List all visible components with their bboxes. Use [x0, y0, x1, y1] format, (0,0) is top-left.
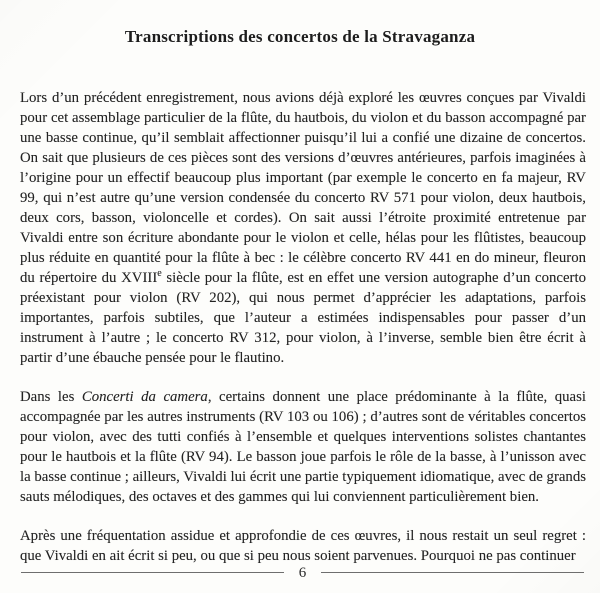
paragraph-1	[20, 88, 586, 368]
concerti-da-camera-italic: Concerti da camera	[81, 389, 208, 405]
body-text	[0, 88, 600, 566]
century-superscript: e	[157, 268, 162, 280]
paragraph-2-text-end: , certains donnent une place prédominante à la flûte, quasi accompagnée par les autres instruments (RV 103 ou 106) ; d’autres sont de véritables concertos pour violon, avec des tutti confiés à l’ensemble et quelques interventions solistes chantantes pour le hautbois et la flûte (RV 94). Le basson joue parfois le rôle de la basse, à l’unisson avec la basse continue ; ailleurs, Vivaldi lui écrit une partie typiquement idiomatique, avec de grands sauts mélodiques, des octaves et des gammes qui lui conviennent particulièrement bien.	[20, 389, 586, 505]
paragraph-3	[20, 526, 586, 566]
footer-rule-left	[21, 572, 284, 573]
paragraph-2-text-start: Dans les	[20, 389, 82, 405]
page-footer	[0, 563, 600, 581]
paragraph-1-text-start: Lors d’un précédent enregistrement, nous avions déjà exploré les œuvres conçues par Vivaldi pour cet assemblage particulier de la flûte, du hautbois, du violon et du basson accompagné par une basse continue, qu’il semblait affectionner puisqu’il lui a confié une dizaine de concertos. On sait que plusieurs de ces pièces sont des versions d’œuvres antérieures, parfois imaginées à l’origine pour un effectif beaucoup plus important (par exemple le concerto en fa majeur, RV 99, qui n’est autre qu’une version condensée du concerto RV 571 pour violon, deux hautbois, deux cors, basson, violoncelle et cordes). On sait aussi l’étroite proximité entretenue par Vivaldi entre son écriture abondante pour le violon et celle, hélas pour les flûtistes, beaucoup plus réduite en quantité pour la flûte à bec : le célèbre concerto RV 441 en do mineur, fleuron du répertoire du	[20, 90, 586, 286]
footer-rule-right	[321, 572, 584, 573]
century-roman-numeral: XVIII	[121, 270, 158, 286]
page-number: 6	[298, 565, 307, 581]
paragraph-3-text: Après une fréquentation assidue et approfondie de ces œuvres, il nous restait un seul regret : que Vivaldi en ait écrit si peu, ou que si peu nous soient parvenues. Pourquoi ne pas continuer	[20, 528, 586, 564]
paragraph-2	[20, 387, 586, 507]
page-title: Transcriptions des concertos de la Stravaganza	[124, 27, 476, 46]
paragraph-1-text-end: siècle pour la flûte, est en effet une version autographe d’un concerto préexistant pour violon (RV 202), qui nous permet d’apprécier les adaptations, parfois importantes, parfois subtiles, que l’auteur a estimées indispensables pour passer d’un instrument à l’autre ; le concerto RV 312, pour violon, à l’inverse, semble bien être écrit à partir d’une ébauche pensée pour le flautino.	[20, 270, 586, 366]
